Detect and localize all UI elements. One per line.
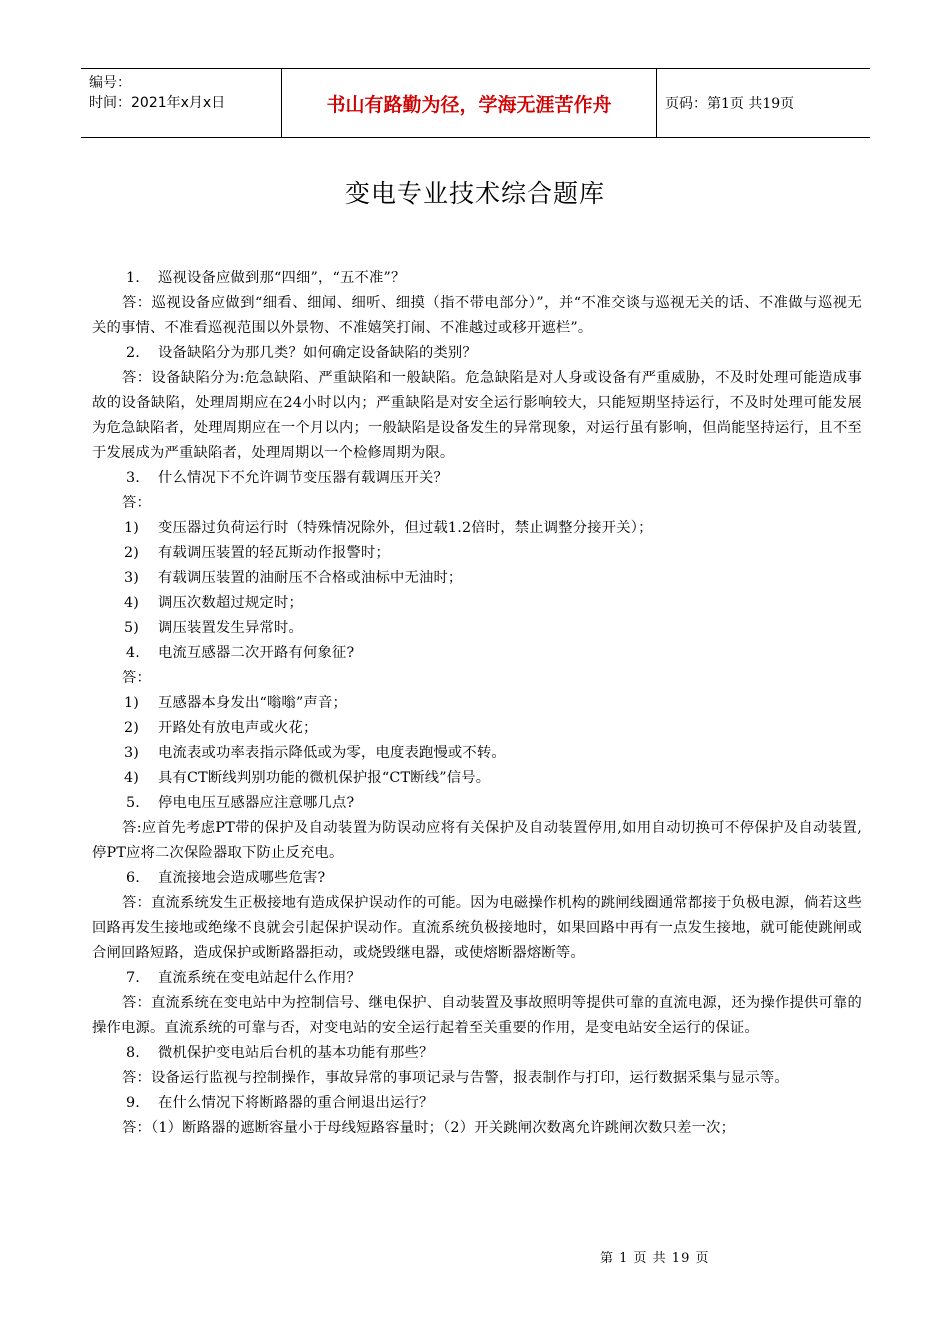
header-number: 编号： [89,75,131,91]
item-text: 答：设备运行监视与控制操作，事故异常的事项记录与告警，报表制作与打印，运行数据采集与显示等。 [122,1070,789,1086]
header-meta [81,69,281,137]
answer [92,816,862,866]
item-text: 电流表或功率表指示降低或为零，电度表跑慢或不转。 [158,745,506,761]
item-text: 变压器过负荷运行时（特殊情况除外，但过载1.2倍时，禁止调整分接开关）； [158,520,653,536]
item-text: 互感器本身发出“嗡嗡”声音； [158,695,347,711]
question [92,966,862,991]
item-number: 6. [126,870,141,886]
list-item [92,516,862,541]
list-item [92,591,862,616]
item-text: 答：直流系统在变电站中为控制信号、继电保护、自动装置及事故照明等提供可靠的直流电源，还为操作提供可靠的操作电源。直流系统的可靠与否，对变电站的安全运行起着至关重要的作用，是变电站安全运行的保证。 [92,995,862,1036]
question [92,1091,862,1116]
item-number: 3) [124,570,140,586]
document-title: 变电专业技术综合题库 [344,179,605,208]
item-number: 4. [126,645,141,661]
header-time: 时间：2021年x月x日 [89,95,226,111]
item-text: 答： [122,495,151,511]
item-number: 7. [126,970,141,986]
item-number: 1) [124,520,140,536]
item-number: 3. [126,470,141,486]
answer [92,1116,862,1141]
item-text: 答:应首先考虑PT带的保护及自动装置为防误动应将有关保护及自动装置停用,如用自动切换可不停保护及自动装置,停PT应将二次保险器取下防止反充电。 [92,820,862,861]
item-text: 调压次数超过规定时； [158,595,303,611]
page-header [81,68,870,138]
item-text: 什么情况下不允许调节变压器有载调压开关？ [158,470,448,486]
list-item [92,691,862,716]
item-number: 2. [126,345,141,361]
question [92,641,862,666]
item-text: 停电电压互感器应注意哪几点? [158,795,355,811]
question [92,1041,862,1066]
item-text: 设备缺陷分为那几类？如何确定设备缺陷的类别？ [158,345,477,361]
header-page-info: 页码：第1页 共19页 [665,96,795,112]
item-number: 4) [124,595,140,611]
question [92,266,862,291]
list-item [92,616,862,641]
answer [92,1066,862,1091]
item-text: 在什么情况下将断路器的重合闸退出运行？ [158,1095,434,1111]
question [92,341,862,366]
item-text: 调压装置发生异常时。 [158,620,303,636]
item-text: 答：巡视设备应做到“细看、细闻、细听、细摸（指不带电部分）”，并“不准交谈与巡视无关的话、不准做与巡视无关的事情、不准看巡视范围以外景物、不准嬉笑打闹、不准越过或移开遮栏”。 [92,295,862,336]
list-item [92,541,862,566]
item-text: 微机保护变电站后台机的基本功能有那些？ [158,1045,434,1061]
item-text: 电流互感器二次开路有何象征? [158,645,355,661]
item-text: 直流系统在变电站起什么作用？ [158,970,361,986]
item-text: 答： [122,670,151,686]
item-text: 开路处有放电声或火花； [158,720,318,736]
answer [92,991,862,1041]
list-item [92,566,862,591]
item-number: 9. [126,1095,141,1111]
answer [92,291,862,341]
item-text: 有载调压装置的油耐压不合格或油标中无油时； [158,570,463,586]
page-footer: 第 1 页 共 19 页 [600,1251,710,1266]
item-number: 4) [124,770,140,786]
answer [92,491,862,516]
item-number: 8. [126,1045,141,1061]
item-text: 答：直流系统发生正极接地有造成保护误动作的可能。因为电磁操作机构的跳闸线圈通常都接于负极电源，倘若这些回路再发生接地或绝缘不良就会引起保护误动作。直流系统负极接地时，如果回路中再有一点发生接地，就可能使跳闸或合闸回路短路，造成保护或断路器拒动，或烧毁继电器，或使熔断器熔断等。 [92,895,862,961]
list-item [92,741,862,766]
item-text: 答：（1）断路器的遮断容量小于母线短路容量时；（2）开关跳闸次数离允许跳闸次数只差一次； [122,1120,736,1136]
item-number: 5. [126,795,141,811]
item-number: 2) [124,545,140,561]
answer [92,666,862,691]
list-item [92,766,862,791]
item-number: 1. [126,270,141,286]
question [92,866,862,891]
answer [92,891,862,966]
question [92,791,862,816]
answer [92,366,862,466]
item-number: 1) [124,695,140,711]
item-number: 3) [124,745,140,761]
item-text: 直流接地会造成哪些危害? [158,870,326,886]
document-body [92,266,862,1141]
list-item [92,716,862,741]
header-motto: 书山有路勤为径，学海无涯苦作舟 [281,69,657,137]
item-text: 具有CT断线判别功能的微机保护报“CT断线”信号。 [158,770,491,786]
question [92,466,862,491]
item-text: 答：设备缺陷分为:危急缺陷、严重缺陷和一般缺陷。危急缺陷是对人身或设备有严重威胁，不及时处理可能造成事故的设备缺陷，处理周期应在24小时以内；严重缺陷是对安全运行影响较大，只能短期坚持运行，不及时处理可能发展为危急缺陷者，处理周期应在一个月以内；一般缺陷是设备发生的异常现象，对运行虽有影响，但尚能坚持运行，且不至于发展成为严重缺陷者，处理周期以一个检修周期为限。 [92,370,862,461]
item-number: 2) [124,720,140,736]
item-text: 有载调压装置的轻瓦斯动作报警时； [158,545,390,561]
item-number: 5) [124,620,140,636]
item-text: 巡视设备应做到那“四细”，“五不准”？ [158,270,406,286]
